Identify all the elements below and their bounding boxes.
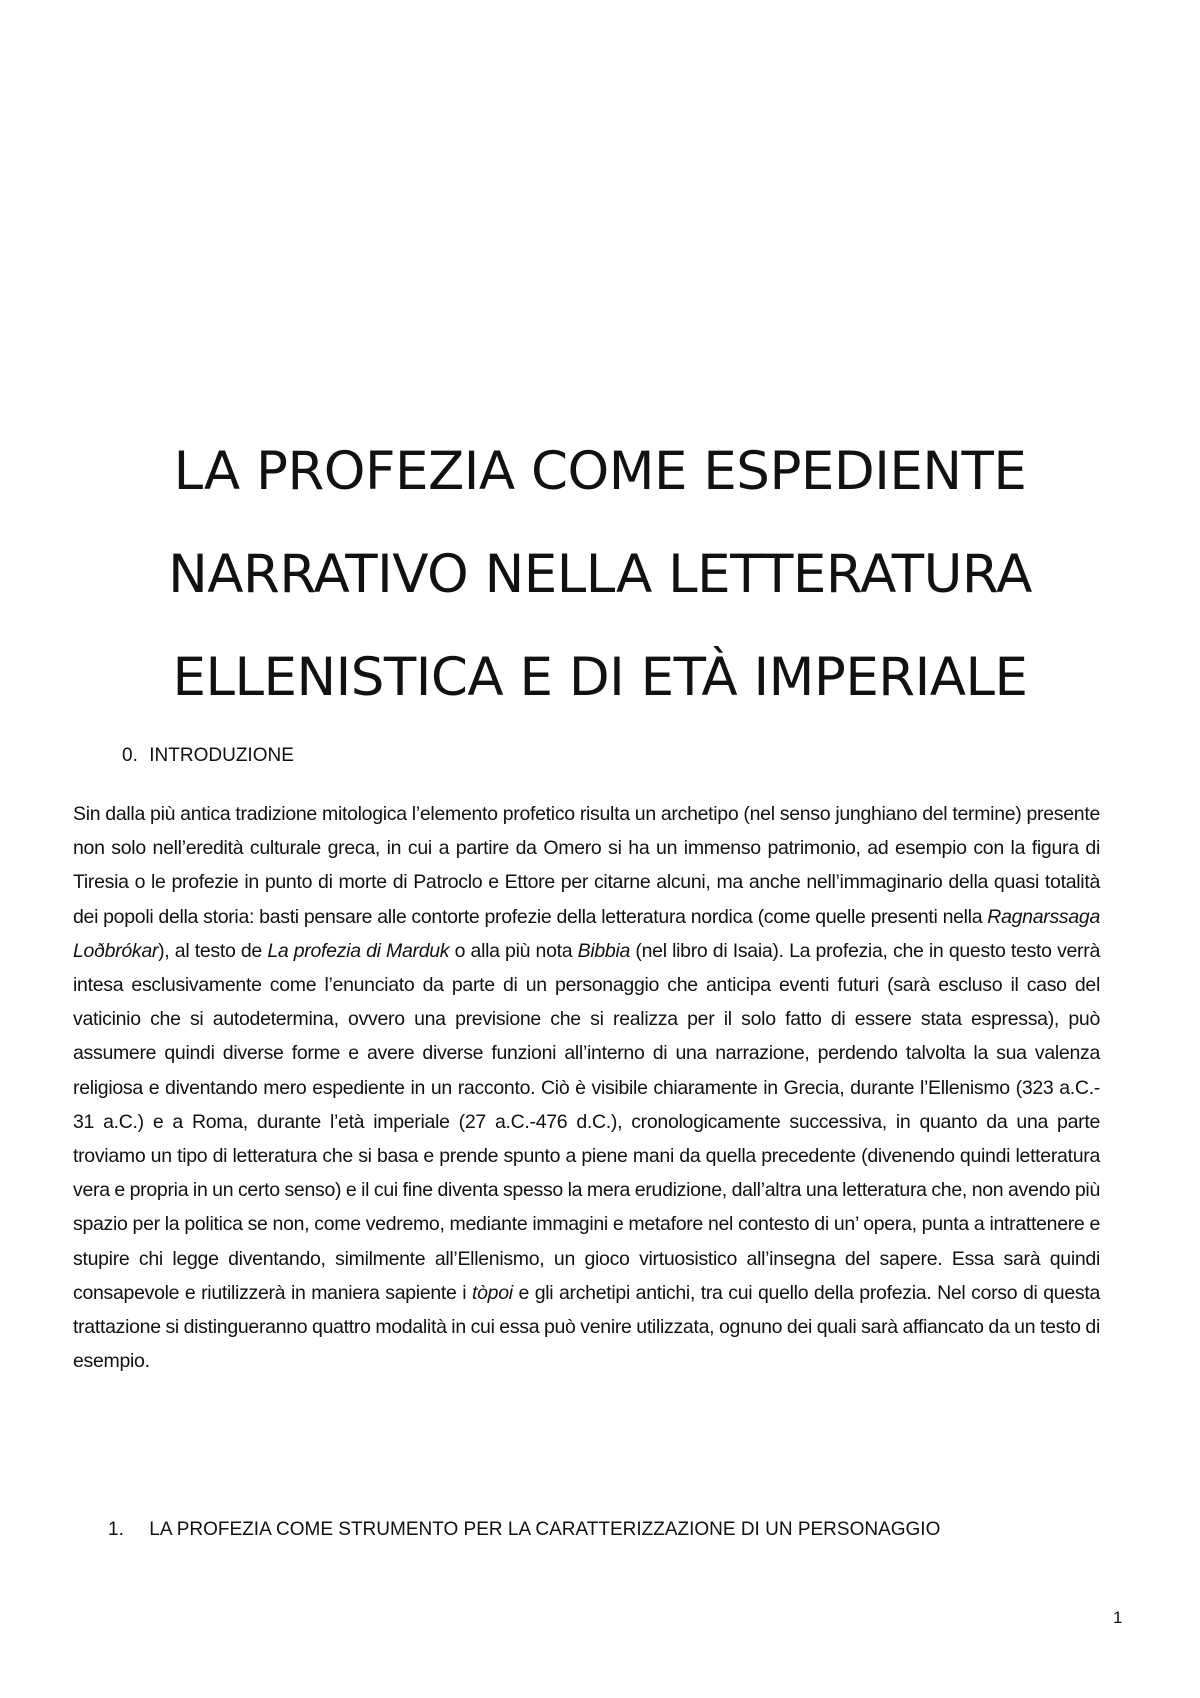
title-line-2: NARRATIVO NELLA LETTERATURA [168, 544, 1032, 605]
section-number: 1. [108, 1519, 124, 1540]
italic-term-topoi: tòpoi [471, 1281, 513, 1304]
section-title: LA PROFEZIA COME STRUMENTO PER LA CARATTERIZZAZIONE DI UN PERSONAGGIO [149, 1519, 941, 1540]
italic-title-ragnarssaga: Ragnarssaga Loðbrókar [73, 905, 1100, 962]
title-line-3: ELLENISTICA E DI ETÀ IMPERIALE [172, 647, 1028, 708]
text-run: o alla più nota [449, 939, 578, 962]
italic-title-marduk: La profezia di Marduk [267, 939, 450, 962]
italic-title-bibbia: Bibbia [577, 939, 631, 962]
page-number: 1 [1113, 1608, 1123, 1627]
document-title [60, 420, 1140, 729]
text-run: e gli archetipi antichi, tra cui quello della profezia. Nel corso di questa trattazione si distingueranno quattro modalità in cui essa può venire utilizzata, ognuno dei quali sarà affiancato da un testo di esempio. [73, 1281, 1100, 1373]
section-title: INTRODUZIONE [149, 745, 294, 766]
text-run: (nel libro di Isaia). La profezia, che in questo testo verrà intesa esclusivamente come l’enunciato da parte di un personaggio che anticipa eventi futuri (sarà escluso il caso del vaticinio che si autodetermina, ovvero una previsione che si realizza per il solo fatto di essere stata espressa), può assumere quindi diverse forme e avere diverse funzioni all’interno di una narrazione, perdendo talvolta la sua valenza religiosa e diventando mero espediente in un racconto. Ciò è visibile chiaramente in Grecia, durante l’Ellenismo (323 a.C.- 31 a.C.) e a Roma, durante l’età imperiale (27 a.C.-476 d.C.), cronologicamente successiva, in quanto da una parte troviamo un tipo di letteratura che si basa e prende spunto a piene mani da quella precedente (divenendo quindi letteratura vera e propria in un certo senso) e il cui fine diventa spesso la mera erudizione, dall’altra una letteratura che, non avendo più spazio per la politica se non, come vedremo, mediante immagini e metafore nel contesto di un’ opera, punta a intrattenere e stupire chi legge diventando, similmente all’Ellenismo, un gioco virtuosistico all’insegna del sapere. Essa sarà quindi consapevole e riutilizzerà in maniera sapiente i [73, 939, 1100, 1304]
title-line-1: LA PROFEZIA COME ESPEDIENTE [173, 441, 1027, 502]
text-run: Sin dalla più antica tradizione mitologica l’elemento profetico risulta un archetipo (nel senso junghiano del termine) presente non solo nell’eredità culturale greca, in cui a partire da Omero si ha un immenso patrimonio, ad esempio con la figura di Tiresia o le profezie in punto di morte di Patroclo e Ettore per citarne alcuni, ma anche nell’immaginario della quasi totalità dei popoli della storia: basti pensare alle contorte profezie della letteratura nordica (come quelle presenti nella [73, 803, 1100, 928]
section-number: 0. [122, 745, 138, 766]
section-heading-introduction [122, 743, 294, 769]
section-heading-1 [108, 1517, 940, 1543]
text-run: ), al testo de [158, 939, 268, 962]
intro-paragraph [73, 797, 1100, 1378]
